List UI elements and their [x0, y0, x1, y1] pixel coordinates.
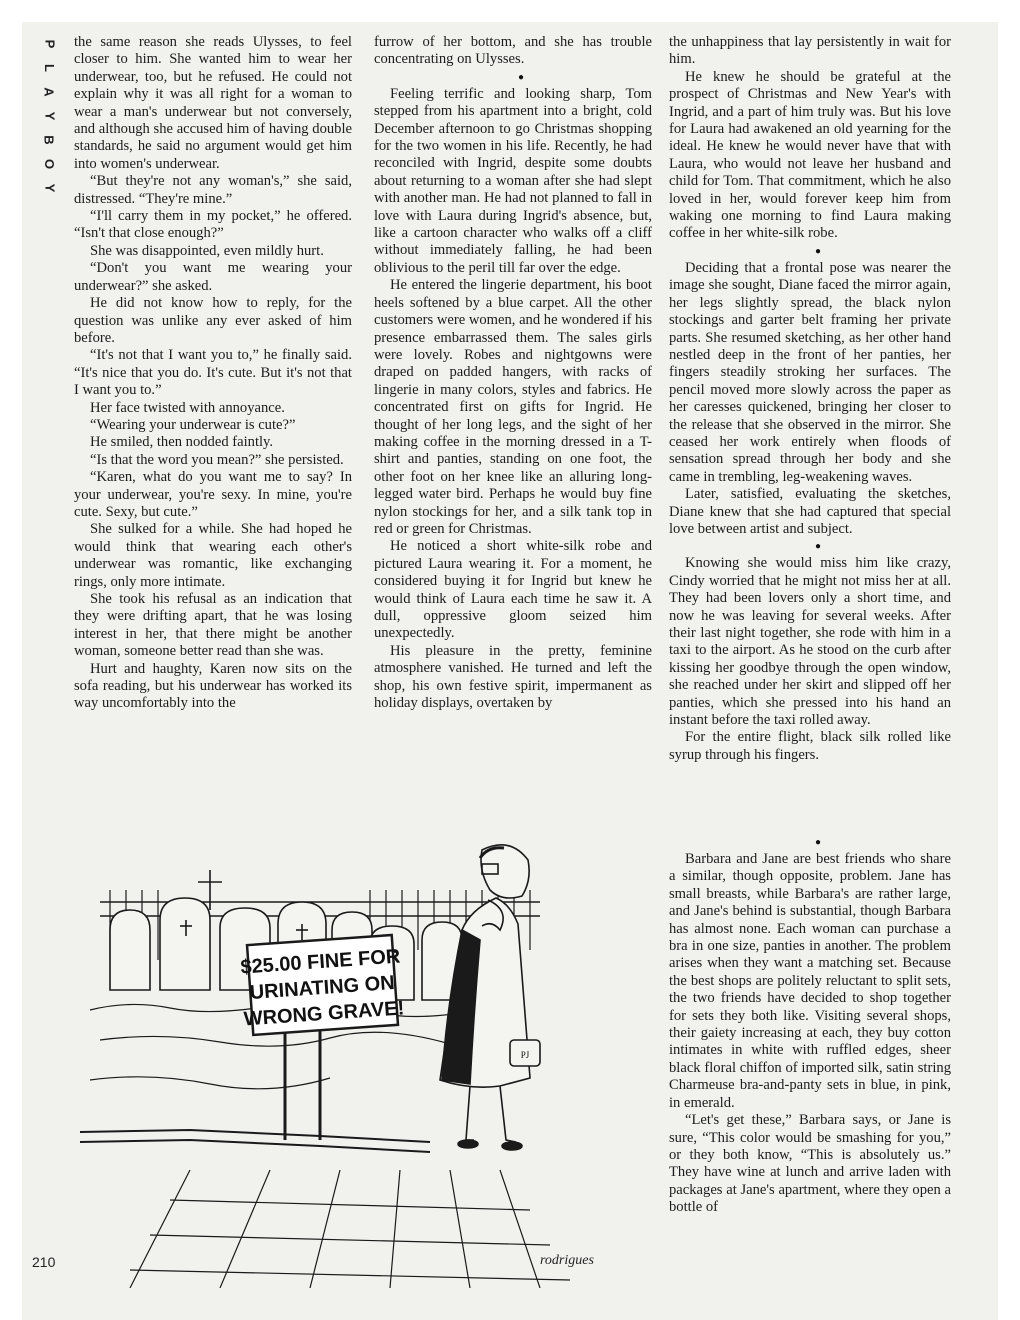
paragraph: Knowing she would miss him like crazy, Cindy worried that he might not miss her at all. They had been lovers only a short time, and now he was leaving for several weeks. After their last night together, she rode with him in a taxi to the airport. As he stood on the curb after kissing her goodbye through the open window, she reached under her skirt and slipped off her panties, which she pressed into his hand an instant before the taxi rolled away.	[669, 555, 951, 729]
cobblestone-path	[130, 1170, 570, 1288]
paragraph: He knew he should be grateful at the prospect of Christmas and New Year's with Ingrid, and a part of him truly was. But his love for Laura had awakened an old yearning for the ideal. He knew he would never have that with Laura, who would not leave her husband and child for Tom. That commitment, which he also loved in her, would forever keep him from waking one morning to find Laura making coffee in her white-silk robe.	[669, 68, 951, 242]
paragraph: He noticed a short white-silk robe and pictured Laura wearing it. For a moment, he considered buying it for Ingrid but knew he would think of Laura each time he saw it. A dull, oppressive gloom seized him unexpectedly.	[374, 538, 652, 642]
page-number: 210	[32, 1254, 56, 1270]
sign-text-line3: WRONG GRAVE!	[243, 997, 405, 1031]
fine-sign	[239, 935, 405, 1140]
masthead-letter: L	[41, 64, 57, 72]
paragraph: “But they're not any woman's,” she said, distressed. “They're mine.”	[74, 173, 352, 207]
sign-text-line2: URINATING ON	[249, 971, 396, 1005]
column-2	[374, 34, 652, 712]
paragraph: “It's not that I want you to,” he finally said. “It's nice that you do. It's cute. But it's not that I want you to.”	[74, 347, 352, 399]
section-bullet: ●	[814, 541, 822, 553]
paragraph: Deciding that a frontal pose was nearer the image she sought, Diane faced the mirror again, her legs slightly spread, the black nylon stockings and garter belt framing her private parts. She resumed sketching, as her other hand nestled deep in the front of her panties, her fingers steadily stroking her surfaces. The pencil moved more slowly across the paper as her caresses quickened, bringing her closer to the release that she observed in the mirror. She ceased her work entirely when floods of sensation spread through her body and she came in trembling, leg-weakening waves.	[669, 259, 951, 485]
paragraph: His pleasure in the pretty, feminine atmosphere vanished. He turned and left the shop, his own festive spirit, impermanent as holiday displays, overtaken by	[374, 642, 652, 712]
masthead-letter: P	[41, 39, 57, 49]
curb	[80, 1130, 430, 1152]
paragraph: “Karen, what do you want me to say? In your underwear, you're sexy. In mine, you're cute. Sexy, but cute.”	[74, 469, 352, 520]
sign-text-line1: $25.00 FINE FOR	[239, 945, 401, 979]
paragraph: “I'll carry them in my pocket,” he offered. “Isn't that close enough?”	[74, 208, 352, 242]
paragraph: He smiled, then nodded faintly.	[90, 434, 274, 451]
paragraph: “Is that the word you mean?” she persisted.	[90, 451, 344, 468]
paragraph: Her face twisted with annoyance.	[90, 399, 285, 416]
section-bullet: ●	[517, 71, 525, 83]
paragraph: furrow of her bottom, and she has trouble concentrating on Ulysses.	[374, 34, 652, 68]
woman-figure	[440, 845, 540, 1150]
magazine-page	[22, 22, 998, 1320]
paragraph: “Wearing your underwear is cute?”	[90, 416, 296, 433]
purse-initials: PJ	[520, 1050, 530, 1060]
paragraph: She sulked for a while. She had hoped he would think that wearing each other's underwear was romantic, like exchanging rings, only more intimate.	[74, 521, 352, 590]
paragraph: “Let's get these,” Barbara says, or Jane is sure, “This color would be smashing for you,” or they both know, “This is absolutely us.” They have wine at lunch and arrive laden with packages at Jane's apartment, where they open a bottle of	[669, 1112, 951, 1216]
section-bullet: ●	[814, 837, 822, 848]
section-bullet: ●	[814, 245, 822, 257]
paragraph: the unhappiness that lay persistently in wait for him.	[669, 34, 951, 68]
masthead-letter: Y	[41, 111, 57, 121]
paragraph: She was disappointed, even mildly hurt.	[90, 242, 324, 259]
cartoon-illustration	[70, 840, 660, 1288]
paragraph: Barbara and Jane are best friends who share a similar, though opposite, problem. Jane has small breasts, while Barbara's are rather large, and Jane's behind is substantial, though Barbara has almost none. Each woman can purchase a bra in one size, panties in another. The problem arises when they want a matching set. Because the best shops are politely reluctant to split sets, the two friends have decided to shop together for sets they both like. Visiting several shops, their gaiety increasing at each, they buy cotton intimates in white with ruffled edges, sheer black floral chiffon of imported silk, satin string Charmeuse bra-and-panty sets in blue, in pink, in emerald.	[669, 851, 951, 1111]
paragraph: He did not know how to reply, for the question was unlike any ever asked of him before.	[74, 295, 352, 346]
column-3	[669, 34, 951, 764]
masthead-letter: Y	[41, 183, 57, 193]
paragraph: “Don't you want me wearing your underwear?” she asked.	[74, 260, 352, 294]
paragraph: Feeling terrific and looking sharp, Tom stepped from his apartment into a bright, cold December afternoon to go Christmas shopping for the two women in his life. Recently, he had reconciled with Ingrid, despite some doubts about returning to a woman after she had slept with another man. He had not planned to fall in love with Laura during Ingrid's absence, but, like a cartoon character who walks off a cliff without immediately falling, he had been oblivious to the peril till far over the edge.	[374, 85, 652, 276]
masthead	[39, 32, 59, 200]
paragraph: She took his refusal as an indication that they were drifting apart, that he was losing interest in her, that there might be another woman, someone better read than she was.	[74, 591, 352, 660]
paragraph: He entered the lingerie department, his boot heels softened by a blue carpet. All the other customers were women, and he wondered if his presence embarrassed them. The sales girls were lovely. Robes and nightgowns were draped on padded hangers, with racks of lingerie in many colors, styles and fabrics. He concentrated first on gifts for Ingrid. He thought of her long legs, and the sight of her making coffee in the morning dressed in a T-shirt and panties, standing on one foot, the other foot on her knee like an alluring long-legged water bird. Perhaps he would buy fine nylon stockings for her, and a silk tank top in red or green for Christmas.	[374, 277, 653, 537]
column-3-lower	[669, 834, 951, 1217]
paragraph: the same reason she reads Ulysses, to feel closer to him. She wanted him to wear her underwear, too, but he refused. He could not explain why it was all right for a woman to wear a man's underwear but not conversely, and although she accused him of having double standards, he said no argument would get him into women's underwear.	[74, 34, 352, 172]
column-1	[74, 34, 352, 713]
masthead-letter: O	[42, 158, 57, 170]
paragraph: For the entire flight, black silk rolled like syrup through his fingers.	[669, 729, 951, 763]
masthead-letter: B	[41, 135, 57, 145]
artist-signature: rodrigues	[540, 1253, 594, 1268]
paragraph: Hurt and haughty, Karen now sits on the sofa reading, but his underwear has worked its way uncomfortably into the	[74, 660, 352, 712]
paragraph: Later, satisfied, evaluating the sketches, Diane knew that she had captured that special love between artist and subject.	[669, 486, 951, 537]
masthead-letter: A	[41, 87, 57, 97]
